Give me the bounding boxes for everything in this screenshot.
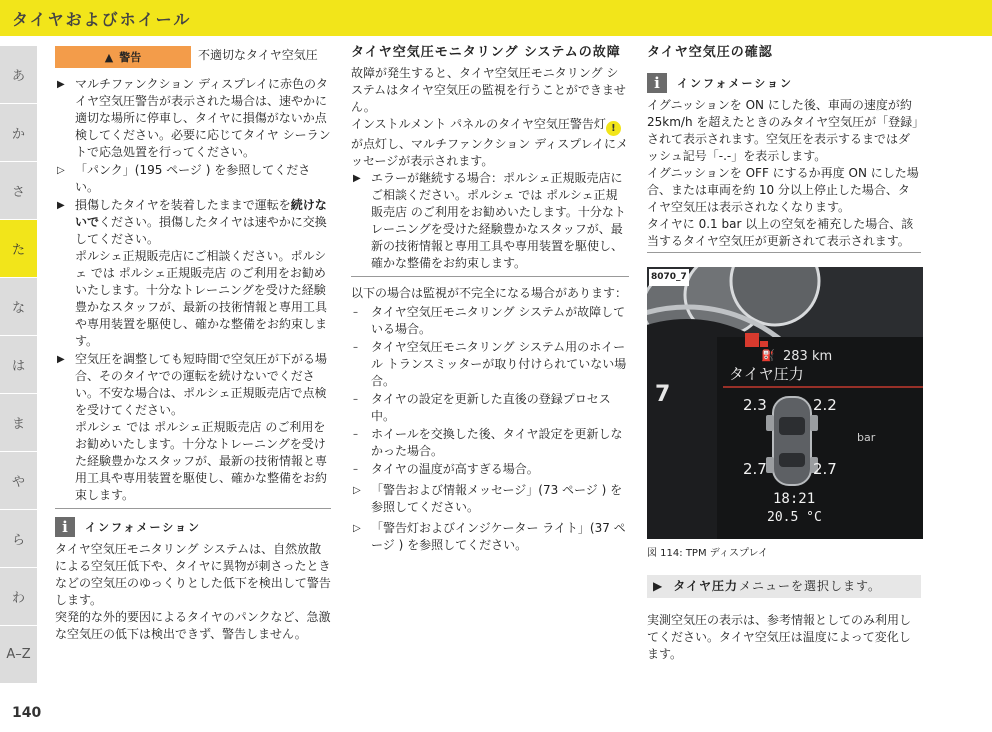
dash-marker: – xyxy=(353,342,358,353)
action-marker: ▶ xyxy=(653,579,664,593)
info-paragraph: 突発的な外的要因によるタイヤのパンクなど、急激な空気圧の低下は検出できず、警告しません。 xyxy=(55,610,331,641)
dash-marker: – xyxy=(353,394,358,405)
car-rear-window xyxy=(779,453,805,467)
tire-pressure-warning-lamp-icon: ! xyxy=(606,121,621,136)
pressure-rear-right: 2.7 xyxy=(813,460,837,478)
list-item-text: マルチファンクション ディスプレイに赤色のタイヤ空気圧警告が表示された場合は、速やかに適切な場所に停車し、タイヤに損傷がないか点検してください。必要に応じてタイヤ シーラントで応急処置を行ってください。 xyxy=(75,77,331,159)
list-item xyxy=(351,339,629,390)
paragraph: 故障が発生すると、タイヤ空気圧モニタリング システムはタイヤ空気圧の監視を行うことができません。 xyxy=(351,66,626,114)
paragraph-text: が点灯し、マルチファンクション ディスプレイにメッセージが表示されます。 xyxy=(351,137,629,168)
red-zone-mark xyxy=(745,333,759,347)
figure-caption: 図 114: TPM ディスプレイ xyxy=(647,548,769,559)
warning-badge xyxy=(55,46,191,68)
bullet-marker: ▶ xyxy=(353,173,361,184)
emphasis-text: 続けないで xyxy=(75,198,327,229)
index-tab-sa[interactable]: さ xyxy=(0,162,37,220)
section-heading: タイヤ空気圧モニタリング システムの故障 xyxy=(351,45,621,60)
list-item xyxy=(351,482,629,516)
column-2 xyxy=(351,44,629,555)
car-windshield xyxy=(779,417,805,435)
info-icon: i xyxy=(647,73,667,93)
paragraph-text: インストルメント パネルのタイヤ空気圧警告灯 xyxy=(351,117,606,131)
warning-label: 警告 xyxy=(119,50,142,64)
dash-marker: – xyxy=(353,429,358,440)
info-paragraph: イグニッションを OFF にするか再度 ON にした場合、または車両を約 10 分以上停止した場合、タイヤ空気圧は表示されなくなります。 xyxy=(647,166,919,214)
list-item-extra: ポルシェ では ポルシェ正規販売店 のご利用をお勧めいたします。十分なトレーニングを受けた経験豊かなスタッフが、最新の技術情報と専用工具や専用装置を駆使し、確かな整備をお約束します。 xyxy=(75,420,328,502)
bullet-marker: ▶ xyxy=(57,354,65,365)
list-item-text: 損傷したタイヤを装着したままで運転を xyxy=(75,198,291,212)
index-tab-wa[interactable]: わ xyxy=(0,568,37,626)
menu-name: タイヤ圧力 xyxy=(673,579,738,593)
clock-readout: 18:21 xyxy=(773,491,816,507)
paragraph xyxy=(351,116,629,170)
list-item-text: タイヤ空気圧モニタリング システム用のホイール トランスミッターが取り付けられていない場合。 xyxy=(371,340,627,388)
cross-reference-link[interactable]: 「警告および情報メッセージ」(73 ページ ) を参照してください。 xyxy=(371,483,623,514)
dash-marker: – xyxy=(353,307,358,318)
pressure-rear-left: 2.7 xyxy=(743,460,767,478)
index-sidebar xyxy=(0,46,37,684)
warning-subject: 不適切なタイヤ空気圧 xyxy=(198,48,318,62)
pressure-unit: bar xyxy=(857,431,876,444)
pressure-front-left: 2.3 xyxy=(743,396,767,414)
column-3 xyxy=(647,44,921,663)
tire-front-left xyxy=(766,415,774,431)
cross-reference-link[interactable]: 「パンク」(195 ページ ) を参照してください。 xyxy=(75,163,311,194)
list-item xyxy=(55,351,331,504)
divider xyxy=(351,276,629,277)
info-paragraph: イグニッションを ON にした後、車両の速度が約 25km/h を超えたときのみタイヤ空気圧が「登録」されて表示されます。空気圧を表示するまではダッシュ記号「-.-」を表示します。 xyxy=(647,98,919,163)
red-zone-mark xyxy=(760,341,768,347)
index-tab-a[interactable]: あ xyxy=(0,46,37,104)
page-header xyxy=(0,0,992,36)
paragraph: 以下の場合は監視が不完全になる場合があります： xyxy=(351,286,628,300)
info-header xyxy=(647,73,921,93)
action-step xyxy=(647,575,921,598)
list-item xyxy=(55,76,331,161)
bullet-marker: ▷ xyxy=(353,485,361,496)
list-item-text: ください。損傷したタイヤは速やかに交換してください。 xyxy=(75,215,327,246)
warning-triangle-icon: ▲ xyxy=(104,50,114,64)
note-paragraph: 実測空気圧の表示は、参考情報としてのみ利用してください。タイヤ空気圧は温度によって変化します。 xyxy=(647,613,912,661)
bullet-marker: ▷ xyxy=(353,523,361,534)
list-item-text: エラーが継続する場合：ポルシェ正規販売店にご相談ください。ポルシェ では ポルシェ正規販売店 のご利用をお勧めいたします。十分なトレーニングを受けた経験豊かなスタッフが、最新の技術情報と専用工具や専用装置を駆使し、確かな整備をお約束します。 xyxy=(371,171,626,270)
index-tab-az[interactable]: A–Z xyxy=(0,626,37,684)
list-item xyxy=(351,461,629,478)
tpm-display-figure xyxy=(647,267,923,539)
list-item-text: ホイールを交換した後、タイヤ設定を更新しなかった場合。 xyxy=(371,427,623,458)
pressure-front-right: 2.2 xyxy=(813,396,837,414)
index-tab-ma[interactable]: ま xyxy=(0,394,37,452)
cross-reference-link[interactable]: 「警告灯およびインジケーター ライト」(37 ページ ) を参照してください。 xyxy=(371,521,626,552)
bullet-marker: ▶ xyxy=(57,79,65,90)
section-heading: タイヤ空気圧の確認 xyxy=(647,45,773,60)
list-item-text: タイヤの温度が高すぎる場合。 xyxy=(371,462,539,476)
list-item xyxy=(351,520,629,554)
figure-id-label: 8070_7 xyxy=(649,269,689,286)
index-tab-ta[interactable]: た xyxy=(0,220,37,278)
instrument-cluster-illustration xyxy=(647,267,923,539)
car-outline xyxy=(773,397,811,485)
info-label: インフォメーション xyxy=(85,520,202,534)
menu-title: タイヤ圧力 xyxy=(729,365,804,383)
tire-rear-left xyxy=(766,457,774,473)
index-tab-na[interactable]: な xyxy=(0,278,37,336)
temperature-readout: 20.5 °C xyxy=(767,510,822,525)
divider xyxy=(647,252,921,253)
bullet-marker: ▶ xyxy=(57,200,65,211)
list-item-text: タイヤの設定を更新した直後の登録プロセス中。 xyxy=(371,392,611,423)
list-item xyxy=(351,426,629,460)
section-title: タイヤおよびホイール xyxy=(12,10,192,29)
action-text: メニューを選択します。 xyxy=(739,579,882,593)
list-item-text: タイヤ空気圧モニタリング システムが故障している場合。 xyxy=(371,305,626,336)
list-item-extra: ポルシェ正規販売店にご相談ください。ポルシェ では ポルシェ正規販売店 のご利用をお勧めいたします。十分なトレーニングを受けた経験豊かなスタッフが、最新の技術情報と専用工具や専用装置を駆使し、確かな整備をお約束します。 xyxy=(75,249,328,348)
divider xyxy=(55,508,331,509)
page-number: 140 xyxy=(12,705,42,721)
info-icon: i xyxy=(55,517,75,537)
list-item xyxy=(351,391,629,425)
index-tab-ka[interactable]: か xyxy=(0,104,37,162)
warning-header xyxy=(55,44,331,69)
list-item-text: 空気圧を調整しても短時間で空気圧が下がる場合、そのタイヤでの運転を続けないでください。不安な場合は、ポルシェ正規販売店で点検を受けてください。 xyxy=(75,352,328,417)
dash-marker: – xyxy=(353,464,358,475)
column-1 xyxy=(55,44,331,643)
index-tab-ra[interactable]: ら xyxy=(0,510,37,568)
list-item xyxy=(351,170,629,272)
list-item xyxy=(55,162,331,196)
fuel-pump-icon: ⛽ xyxy=(761,349,775,362)
range-readout: 283 km xyxy=(783,349,833,364)
info-paragraph: タイヤに 0.1 bar 以上の空気を補充した場合、該当するタイヤ空気圧が更新されて表示されます。 xyxy=(647,217,914,248)
bullet-marker: ▷ xyxy=(57,165,65,176)
info-header xyxy=(55,517,331,537)
list-item xyxy=(351,304,629,338)
index-tab-ha[interactable]: は xyxy=(0,336,37,394)
gauge-numeral: 7 xyxy=(655,382,671,407)
tire-front-right xyxy=(810,415,818,431)
index-tab-ya[interactable]: や xyxy=(0,452,37,510)
list-item xyxy=(55,197,331,350)
info-paragraph: タイヤ空気圧モニタリング システムは、自然放散による空気圧低下や、タイヤに異物が刺さったときなどの空気圧のゆっくりとした低下を検出して警告します。 xyxy=(55,542,331,607)
info-label: インフォメーション xyxy=(677,76,794,90)
